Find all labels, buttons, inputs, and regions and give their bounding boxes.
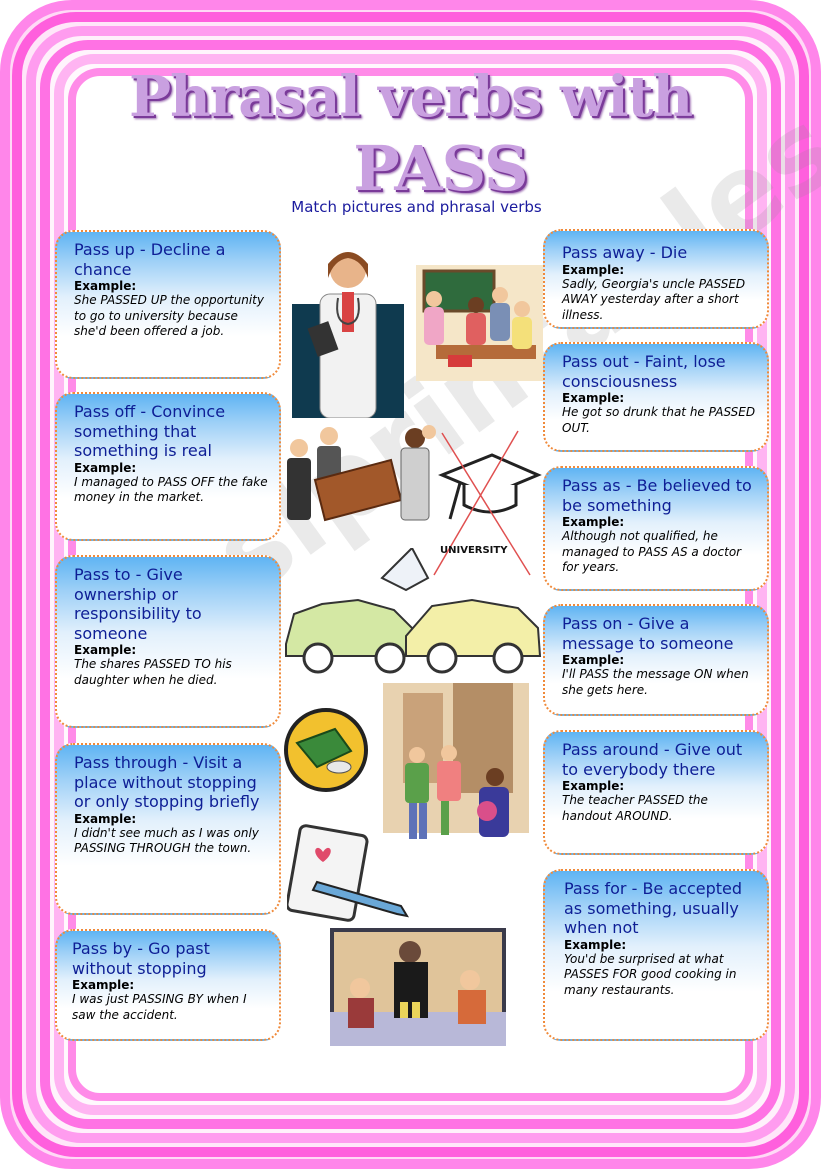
example-label: Example:: [562, 515, 625, 529]
card-heading: Pass out - Faint, lose consciousness: [562, 352, 726, 391]
example-text: I didn't see much as I was only PASSING THROUGH the town.: [74, 825, 259, 855]
university-sign: UNIVERSITY: [440, 545, 508, 556]
example-label: Example:: [74, 279, 137, 293]
card-pass-out: [543, 342, 769, 452]
example-label: Example:: [74, 643, 137, 657]
signing-picture: [287, 822, 411, 922]
example-text: The shares PASSED TO his daughter when he died.: [74, 657, 232, 687]
card-heading: Pass for - Be accepted as something, usually when not: [564, 879, 743, 937]
card-pass-through: [55, 743, 281, 915]
example-label: Example:: [562, 779, 625, 793]
example-label: Example:: [562, 391, 625, 405]
money-picture: [283, 707, 369, 793]
card-heading: Pass away - Die: [562, 243, 688, 262]
example-label: Example:: [74, 811, 137, 826]
card-heading: Pass as - Be believed to be something: [562, 476, 752, 515]
restaurant-picture: [330, 928, 506, 1046]
page-title-line2: PASS: [353, 132, 528, 205]
card-heading: Pass through - Visit a place without stopping or only stopping briefly: [74, 753, 260, 811]
subtitle: Match pictures and phrasal verbs: [291, 198, 542, 216]
example-text: He got so drunk that he PASSED OUT.: [562, 405, 756, 435]
example-label: Example:: [562, 653, 625, 667]
card-heading: Pass by - Go past without stopping: [72, 939, 210, 978]
card-heading: Pass on - Give a message to someone: [562, 614, 734, 653]
example-text: I managed to PASS OFF the fake money in the market.: [74, 474, 268, 504]
card-heading: Pass off - Convince something that something is real: [74, 402, 226, 460]
card-heading: Pass to - Give ownership or responsibility to someone: [74, 565, 202, 643]
card-pass-for: [543, 869, 769, 1041]
card-heading: Pass around - Give out to everybody there: [562, 740, 743, 779]
card-pass-around: [543, 730, 769, 855]
card-pass-as: [543, 466, 769, 591]
doctor-picture: [292, 242, 404, 418]
card-pass-away: [543, 229, 769, 329]
example-label: Example:: [72, 978, 135, 992]
example-label: Example:: [562, 262, 625, 277]
card-pass-by: [55, 929, 281, 1041]
example-text: You'd be surprised at what PASSES FOR good cooking in many restaurants.: [564, 951, 737, 997]
card-pass-to: [55, 555, 281, 728]
example-label: Example:: [564, 937, 627, 952]
card-pass-up: [55, 230, 281, 379]
card-pass-off: [55, 392, 281, 541]
card-pass-on: [543, 604, 769, 716]
example-text: Sadly, Georgia's uncle PASSED AWAY yesterday after a short illness.: [562, 276, 746, 322]
example-text: The teacher PASSED the handout AROUND.: [562, 793, 708, 823]
example-text: I'll PASS the message ON when she gets here.: [562, 667, 749, 697]
example-text: I was just PASSING BY when I saw the accident.: [72, 992, 247, 1022]
funeral-picture: [281, 418, 441, 526]
example-text: Although not qualified, he managed to PASS AS a doctor for years.: [562, 529, 742, 574]
example-label: Example:: [74, 460, 137, 475]
example-text: She PASSED UP the opportunity to go to university because she'd been offered a job.: [74, 293, 264, 338]
meeting-picture: [416, 265, 543, 381]
card-heading: Pass up - Decline a chance: [74, 240, 226, 279]
car-crash-picture: [282, 548, 544, 676]
page-title-line1: Phrasal verbs with: [128, 64, 693, 130]
